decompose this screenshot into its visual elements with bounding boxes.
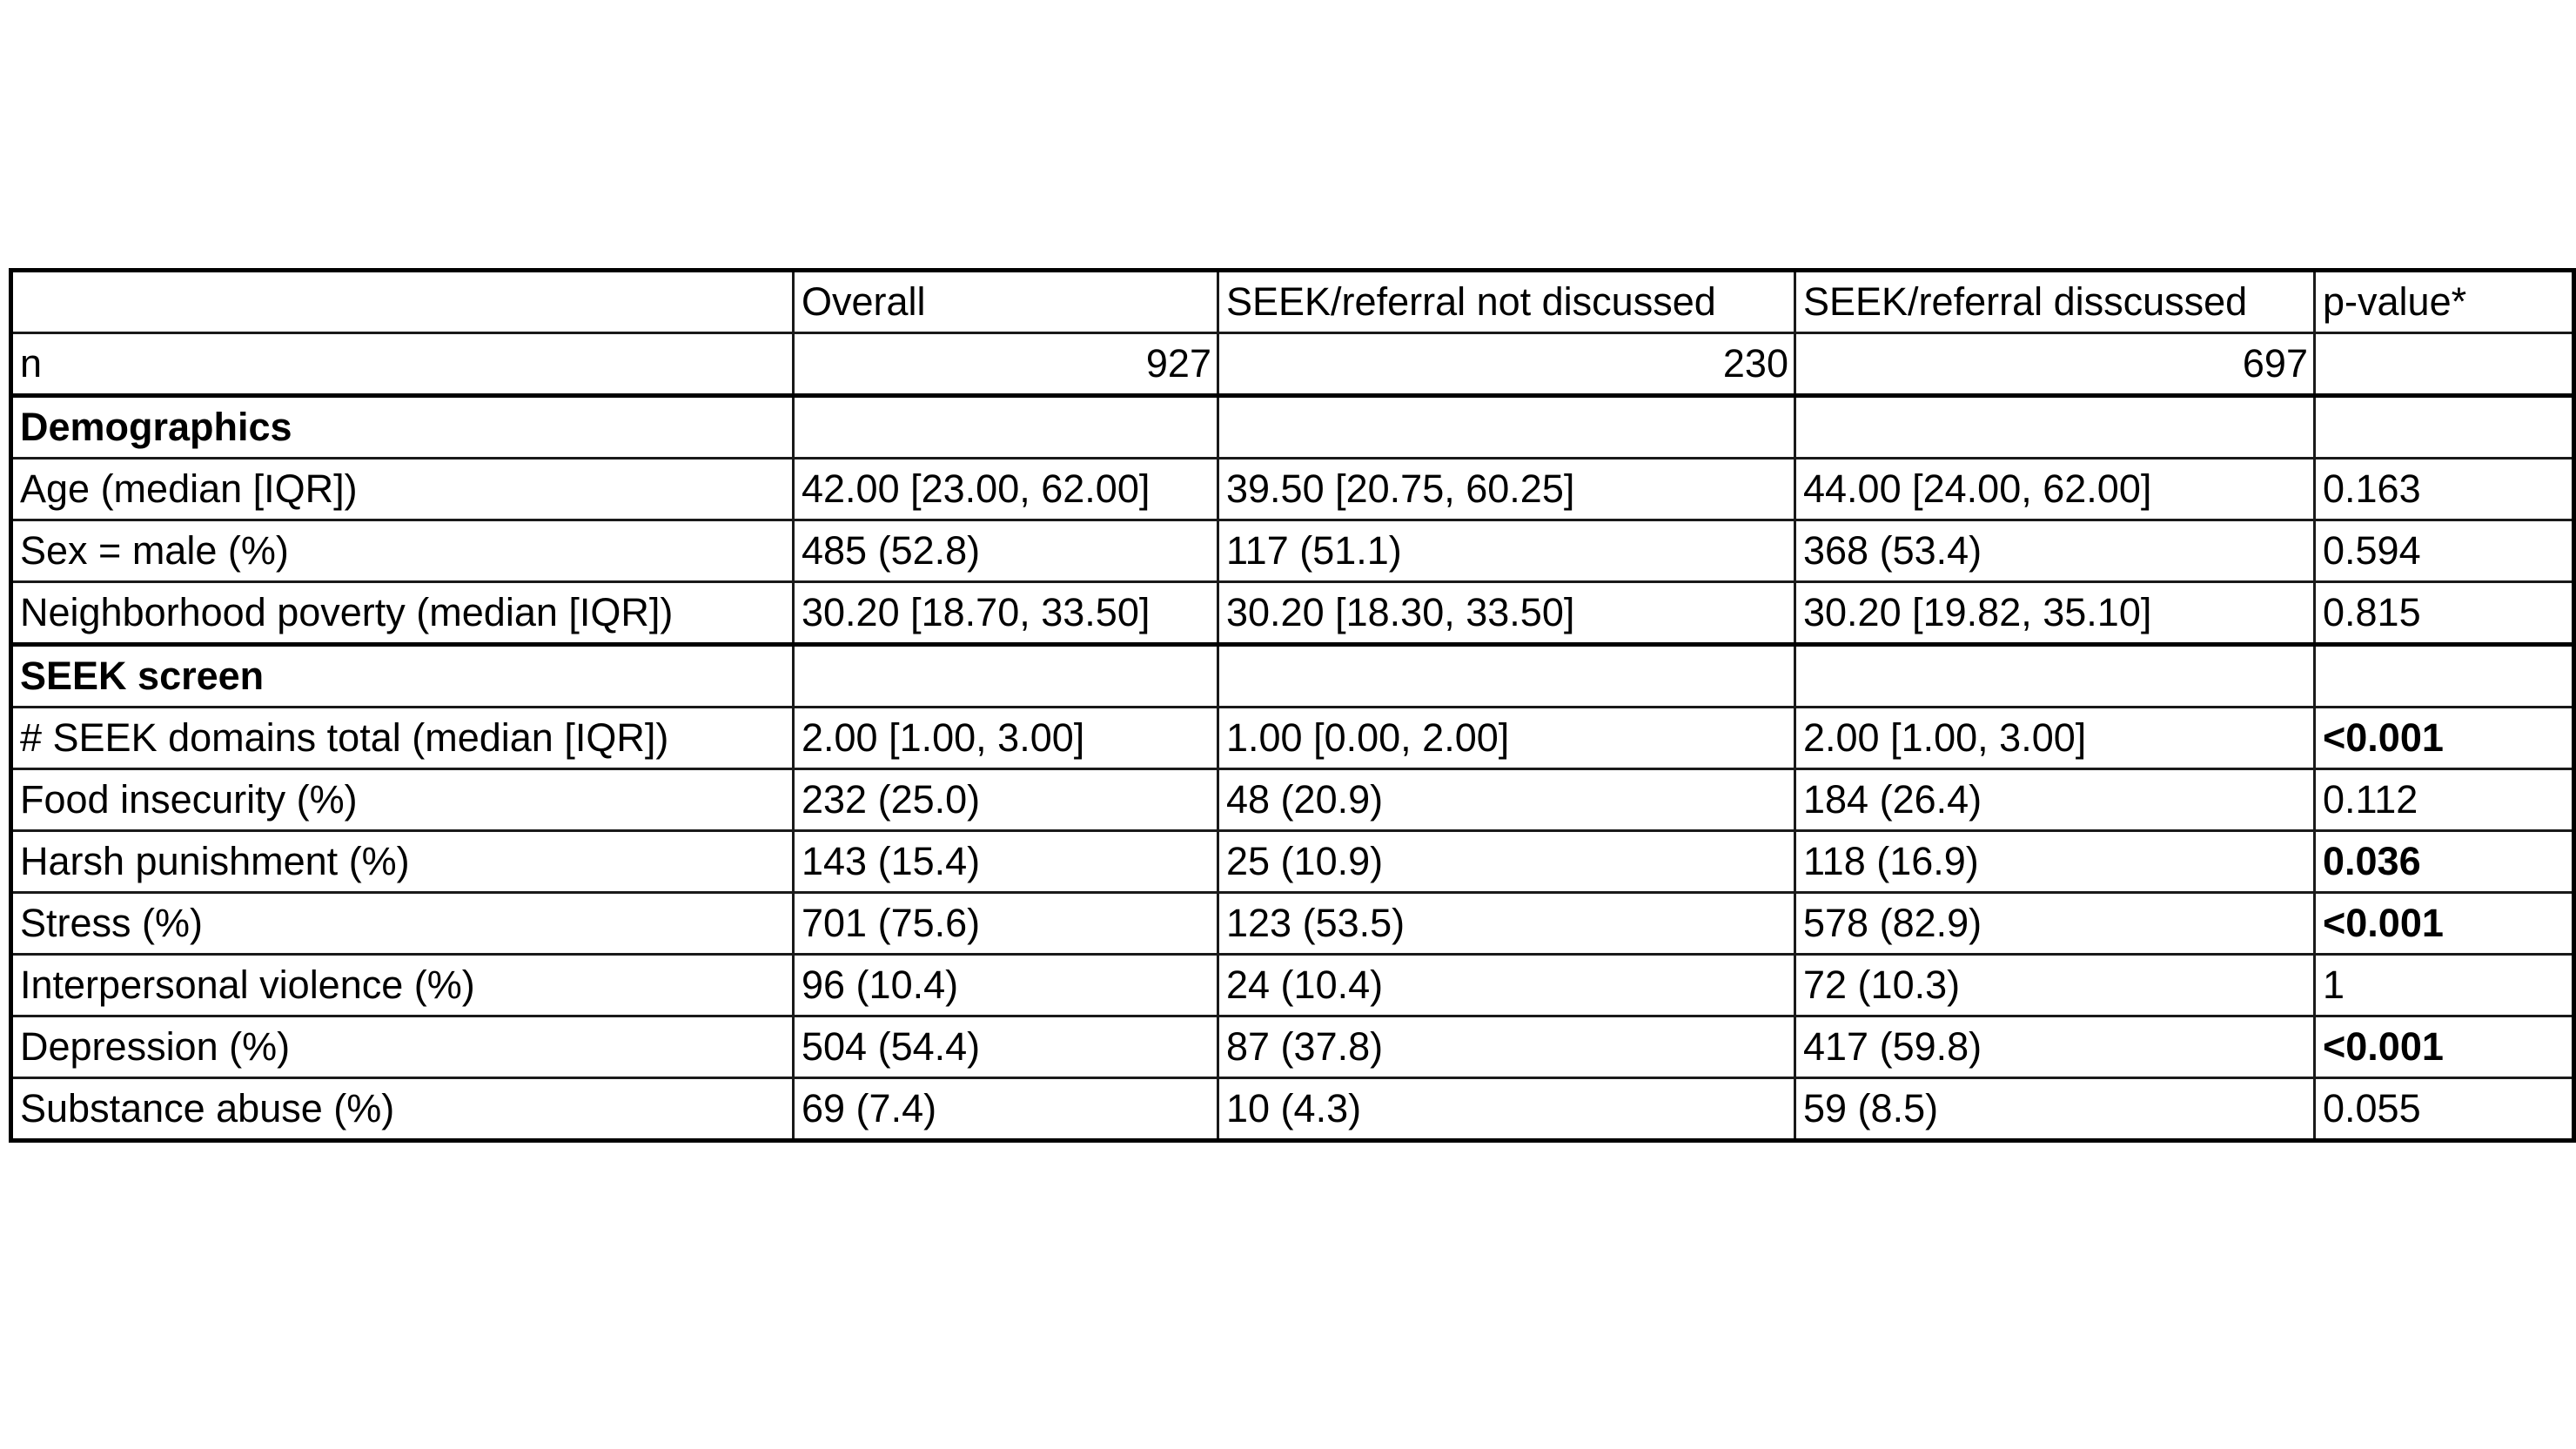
header-cell-not-discussed: SEEK/referral not discussed xyxy=(1218,271,1795,333)
n-label: n xyxy=(11,333,794,396)
table-row xyxy=(11,582,2574,645)
row-label: # SEEK domains total (median [IQR]) xyxy=(11,708,794,769)
table-row xyxy=(11,831,2574,893)
table-row xyxy=(11,1016,2574,1078)
row-overall: 232 (25.0) xyxy=(794,769,1218,831)
header-cell-p-value: p-value* xyxy=(2315,271,2574,333)
header-row xyxy=(11,271,2574,333)
row-p-value: 0.112 xyxy=(2315,769,2574,831)
row-discussed: 72 (10.3) xyxy=(1795,955,2315,1016)
row-overall: 2.00 [1.00, 3.00] xyxy=(794,708,1218,769)
row-label: Stress (%) xyxy=(11,893,794,955)
section-header-row xyxy=(11,396,2574,459)
row-not-discussed: 48 (20.9) xyxy=(1218,769,1795,831)
row-overall: 485 (52.8) xyxy=(794,520,1218,582)
row-discussed: 578 (82.9) xyxy=(1795,893,2315,955)
row-p-value: 0.036 xyxy=(2315,831,2574,893)
empty-cell xyxy=(1795,396,2315,459)
row-discussed: 118 (16.9) xyxy=(1795,831,2315,893)
row-p-value: 0.055 xyxy=(2315,1078,2574,1141)
row-discussed: 417 (59.8) xyxy=(1795,1016,2315,1078)
row-discussed: 2.00 [1.00, 3.00] xyxy=(1795,708,2315,769)
n-discussed: 697 xyxy=(1795,333,2315,396)
row-discussed: 44.00 [24.00, 62.00] xyxy=(1795,459,2315,520)
n-overall: 927 xyxy=(794,333,1218,396)
section-title: Demographics xyxy=(11,396,794,459)
row-not-discussed: 25 (10.9) xyxy=(1218,831,1795,893)
section-header-row xyxy=(11,645,2574,708)
row-p-value: <0.001 xyxy=(2315,708,2574,769)
row-label: Food insecurity (%) xyxy=(11,769,794,831)
n-not-discussed: 230 xyxy=(1218,333,1795,396)
row-discussed: 368 (53.4) xyxy=(1795,520,2315,582)
empty-cell xyxy=(1218,396,1795,459)
row-not-discussed: 30.20 [18.30, 33.50] xyxy=(1218,582,1795,645)
row-label: Harsh punishment (%) xyxy=(11,831,794,893)
row-discussed: 59 (8.5) xyxy=(1795,1078,2315,1141)
row-overall: 143 (15.4) xyxy=(794,831,1218,893)
row-not-discussed: 117 (51.1) xyxy=(1218,520,1795,582)
row-not-discussed: 87 (37.8) xyxy=(1218,1016,1795,1078)
empty-cell xyxy=(794,396,1218,459)
table-row xyxy=(11,1078,2574,1141)
row-discussed: 184 (26.4) xyxy=(1795,769,2315,831)
empty-cell xyxy=(2315,645,2574,708)
row-p-value: 0.815 xyxy=(2315,582,2574,645)
header-cell-overall: Overall xyxy=(794,271,1218,333)
row-p-value: <0.001 xyxy=(2315,893,2574,955)
table-row xyxy=(11,955,2574,1016)
row-discussed: 30.20 [19.82, 35.10] xyxy=(1795,582,2315,645)
row-overall: 69 (7.4) xyxy=(794,1078,1218,1141)
header-cell-label xyxy=(11,271,794,333)
row-p-value: <0.001 xyxy=(2315,1016,2574,1078)
n-row xyxy=(11,333,2574,396)
row-label: Neighborhood poverty (median [IQR]) xyxy=(11,582,794,645)
table-row xyxy=(11,893,2574,955)
row-not-discussed: 24 (10.4) xyxy=(1218,955,1795,1016)
characteristics-table xyxy=(9,268,2576,1143)
row-label: Substance abuse (%) xyxy=(11,1078,794,1141)
row-overall: 96 (10.4) xyxy=(794,955,1218,1016)
row-not-discussed: 1.00 [0.00, 2.00] xyxy=(1218,708,1795,769)
row-label: Interpersonal violence (%) xyxy=(11,955,794,1016)
empty-cell xyxy=(794,645,1218,708)
header-cell-discussed: SEEK/referral disscussed xyxy=(1795,271,2315,333)
row-overall: 30.20 [18.70, 33.50] xyxy=(794,582,1218,645)
row-p-value: 0.163 xyxy=(2315,459,2574,520)
row-label: Age (median [IQR]) xyxy=(11,459,794,520)
row-overall: 42.00 [23.00, 62.00] xyxy=(794,459,1218,520)
row-p-value: 1 xyxy=(2315,955,2574,1016)
empty-cell xyxy=(1795,645,2315,708)
row-not-discussed: 10 (4.3) xyxy=(1218,1078,1795,1141)
row-not-discussed: 123 (53.5) xyxy=(1218,893,1795,955)
row-label: Sex = male (%) xyxy=(11,520,794,582)
table-row xyxy=(11,520,2574,582)
table-row xyxy=(11,708,2574,769)
row-p-value: 0.594 xyxy=(2315,520,2574,582)
empty-cell xyxy=(1218,645,1795,708)
table-row xyxy=(11,769,2574,831)
table-container xyxy=(9,268,2576,1143)
row-not-discussed: 39.50 [20.75, 60.25] xyxy=(1218,459,1795,520)
row-label: Depression (%) xyxy=(11,1016,794,1078)
row-overall: 504 (54.4) xyxy=(794,1016,1218,1078)
n-p-value xyxy=(2315,333,2574,396)
section-title: SEEK screen xyxy=(11,645,794,708)
table-row xyxy=(11,459,2574,520)
empty-cell xyxy=(2315,396,2574,459)
row-overall: 701 (75.6) xyxy=(794,893,1218,955)
